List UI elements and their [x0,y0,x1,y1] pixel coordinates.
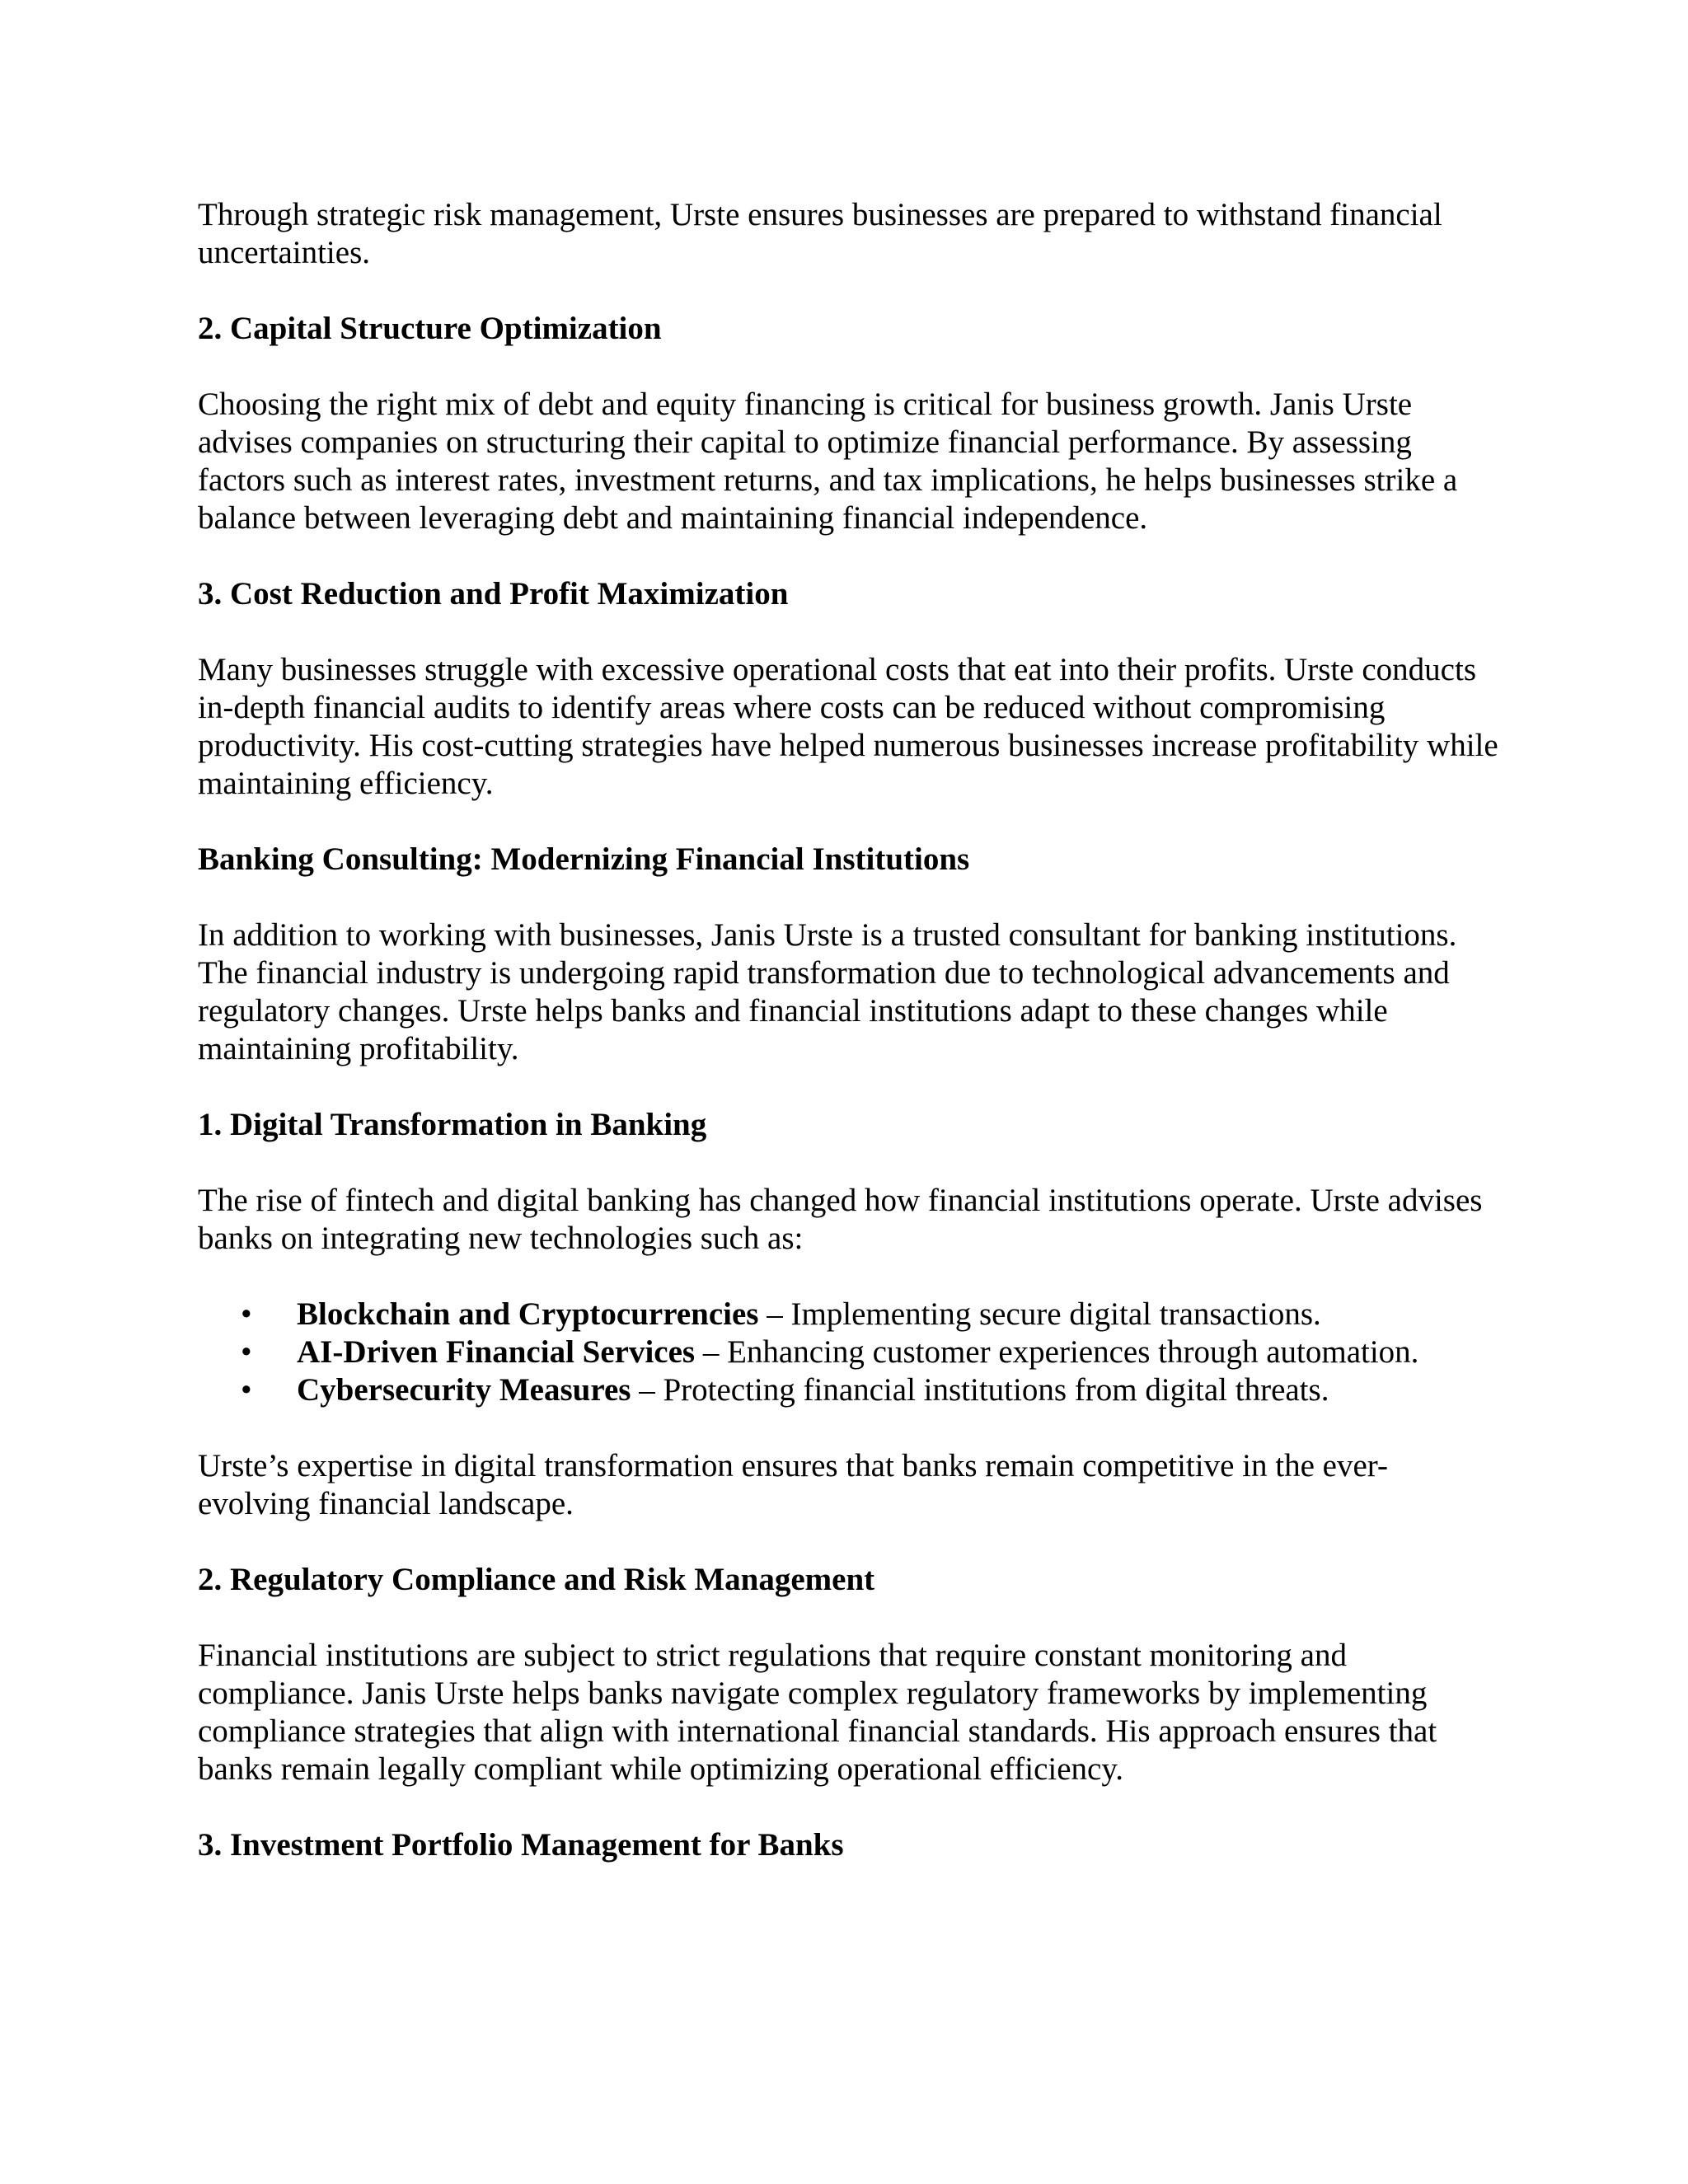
list-item [198,1296,1500,1333]
list-item-term: Cybersecurity Measures [297,1372,631,1408]
list-item-term: AI-Driven Financial Services [297,1334,696,1370]
heading-digital-transformation: 1. Digital Transformation in Banking [198,1107,707,1142]
paragraph-cost-reduction: Many businesses struggle with excessive operational costs that eat into their profits. Urste conducts in-depth financial audits to identify areas where costs can be reduced without compromising productivity. His cost-cutting strategies have helped numerous businesses increase profitability while maintaining efficiency. [198,652,1498,801]
technology-list [198,1296,1500,1409]
heading-investment-portfolio: 3. Investment Portfolio Management for Banks [198,1827,844,1863]
bullet-icon: • [241,1296,252,1332]
list-item-term: Blockchain and Cryptocurrencies [297,1296,759,1332]
heading-regulatory-compliance: 2. Regulatory Compliance and Risk Management [198,1562,875,1597]
document-page [198,196,1500,1902]
list-item [198,1333,1500,1371]
heading-banking-consulting: Banking Consulting: Modernizing Financial Institutions [198,841,970,877]
paragraph-regulatory-compliance: Financial institutions are subject to strict regulations that require constant monitoring and compliance. Janis Urste helps banks navigate complex regulatory frameworks by implementing compliance strategies that align with international financial standards. His approach ensures that banks remain legally compliant while optimizing operational efficiency. [198,1638,1437,1787]
heading-capital-structure: 2. Capital Structure Optimization [198,311,662,346]
bullet-icon: • [241,1334,252,1370]
list-item-description: – Enhancing customer experiences through automation. [695,1334,1419,1370]
heading-cost-reduction: 3. Cost Reduction and Profit Maximization [198,576,789,612]
paragraph-expertise: Urste’s expertise in digital transformation ensures that banks remain competitive in the ever-evolving financial landscape. [198,1448,1388,1521]
bullet-icon: • [241,1372,252,1408]
list-item [198,1371,1500,1409]
paragraph-digital-transformation: The rise of fintech and digital banking has changed how financial institutions operate. Urste advises banks on integrating new technologies such as: [198,1183,1483,1256]
list-item-description: – Protecting financial institutions from digital threats. [631,1372,1329,1408]
paragraph-risk-management: Through strategic risk management, Urste ensures businesses are prepared to withstand financial uncertainties. [198,197,1442,270]
paragraph-capital-structure: Choosing the right mix of debt and equity financing is critical for business growth. Janis Urste advises companies on structuring their capital to optimize financial performance. By assessing factors such as interest rates, investment returns, and tax implications, he helps businesses strike a balance between leveraging debt and maintaining financial independence. [198,387,1458,536]
paragraph-banking-consulting: In addition to working with businesses, Janis Urste is a trusted consultant for banking institutions. The financial industry is undergoing rapid transformation due to technological advancements and regulatory changes. Urste helps banks and financial institutions adapt to these changes while maintaining profitability. [198,917,1457,1066]
list-item-description: – Implementing secure digital transactions. [758,1296,1321,1332]
